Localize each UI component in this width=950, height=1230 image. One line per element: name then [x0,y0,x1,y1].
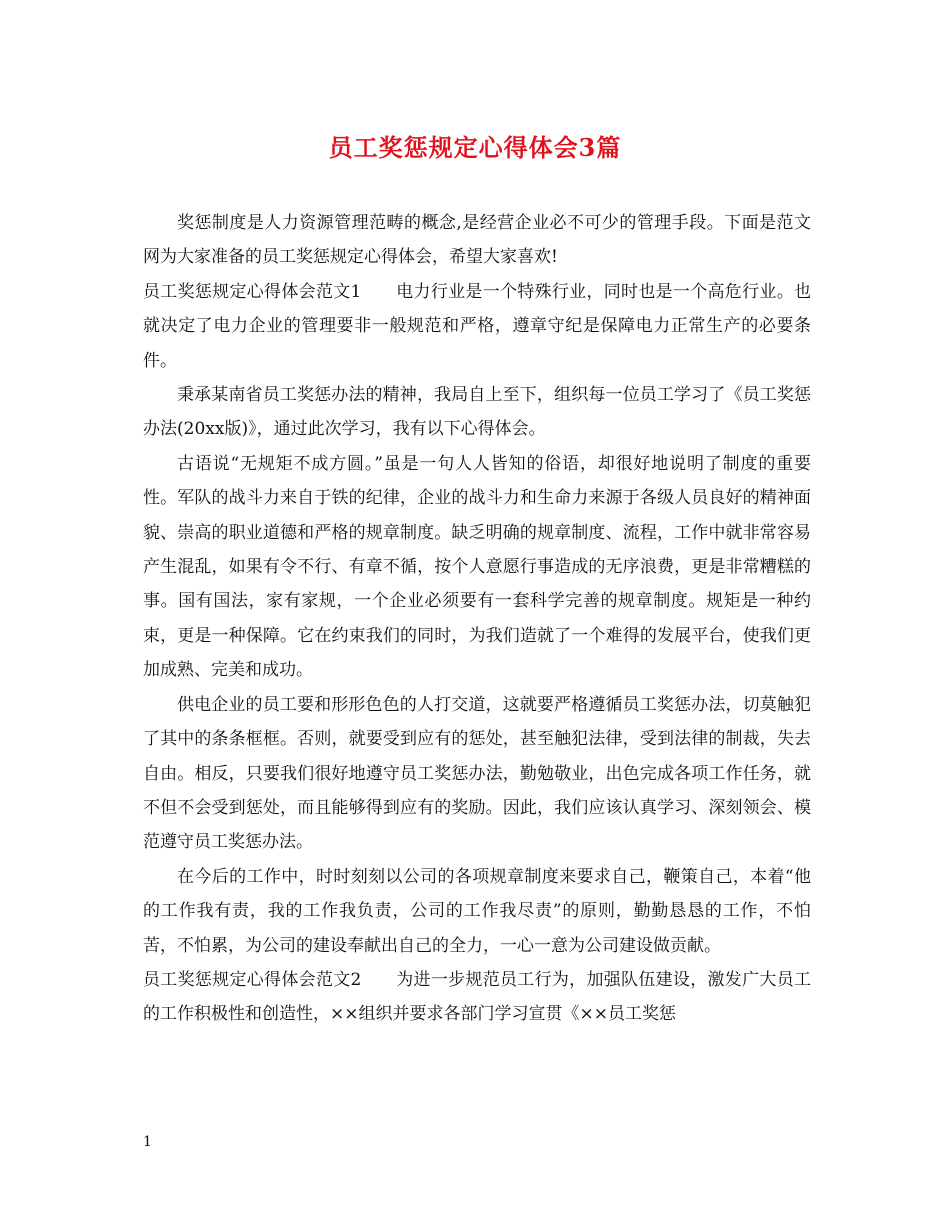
paragraph-future-work: 在今后的工作中，时时刻刻以公司的各项规章制度来要求自己，鞭策自己，本着“他的工作我有责，我的工作我负责，公司的工作我尽责”的原则，勤勤恳恳的工作，不怕苦，不怕累，为公司的建设奉献出自己的全力，一心一意为公司建设做贡献。 [143,866,811,956]
paragraph-rules-importance: 古语说“无规矩不成方圆。”虽是一句人人皆知的俗语，却很好地说明了制度的重要性。军队的战斗力来自于铁的纪律，企业的战斗力和生命力来源于各级人员良好的精神面貌、崇高的职业道德和严格的规章制度。缺乏明确的规章制度、流程，工作中就非常容易产生混乱，如果有令不行、有章不循，按个人意愿行事造成的无序浪费，更是非常糟糕的事。国有国法，家有家规，一个企业必须要有一套科学完善的规章制度。规矩是一种约束，更是一种保障。它在约束我们的同时，为我们造就了一个难得的发展平台，使我们更加成熟、完美和成功。 [143,453,811,681]
paragraph-intro: 奖惩制度是人力资源管理范畴的概念,是经营企业必不可少的管理手段。下面是范文网为大家准备的员工奖惩规定心得体会，希望大家喜欢! [143,213,811,268]
paragraph-sample-2-heading: 员工奖惩规定心得体会范文2 为进一步规范员工行为，加强队伍建设，激发广大员工的工作积极性和创造性，××组织并要求各部门学习宣贯《××员工奖惩 [143,969,811,1025]
paragraph-study: 秉承某南省员工奖惩办法的精神，我局自上至下，组织每一位员工学习了《员工奖惩办法(20xx版)》，通过此次学习，我有以下心得体会。 [143,385,811,440]
paragraph-compliance: 供电企业的员工要和形形色色的人打交道，这就要严格遵循员工奖惩办法，切莫触犯了其中的条条框框。否则，就要受到应有的惩处，甚至触犯法律，受到法律的制裁，失去自由。相反，只要我们很好地遵守员工奖惩办法，勤勉敬业，出色完成各项工作任务，就不但不会受到惩处，而且能够得到应有的奖励。因此，我们应该认真学习、深刻领会、模范遵守员工奖惩办法。 [143,694,811,853]
page-number: 1 [143,1134,152,1150]
page-title: 员工奖惩规定心得体会3篇 [328,133,622,162]
paragraph-sample-1-heading: 员工奖惩规定心得体会范文1 电力行业是一个特殊行业，同时也是一个高危行业。也就决定了电力企业的管理要非一般规范和严格，遵章守纪是保障电力正常生产的必要条件。 [143,281,811,371]
document-body [143,206,811,1032]
